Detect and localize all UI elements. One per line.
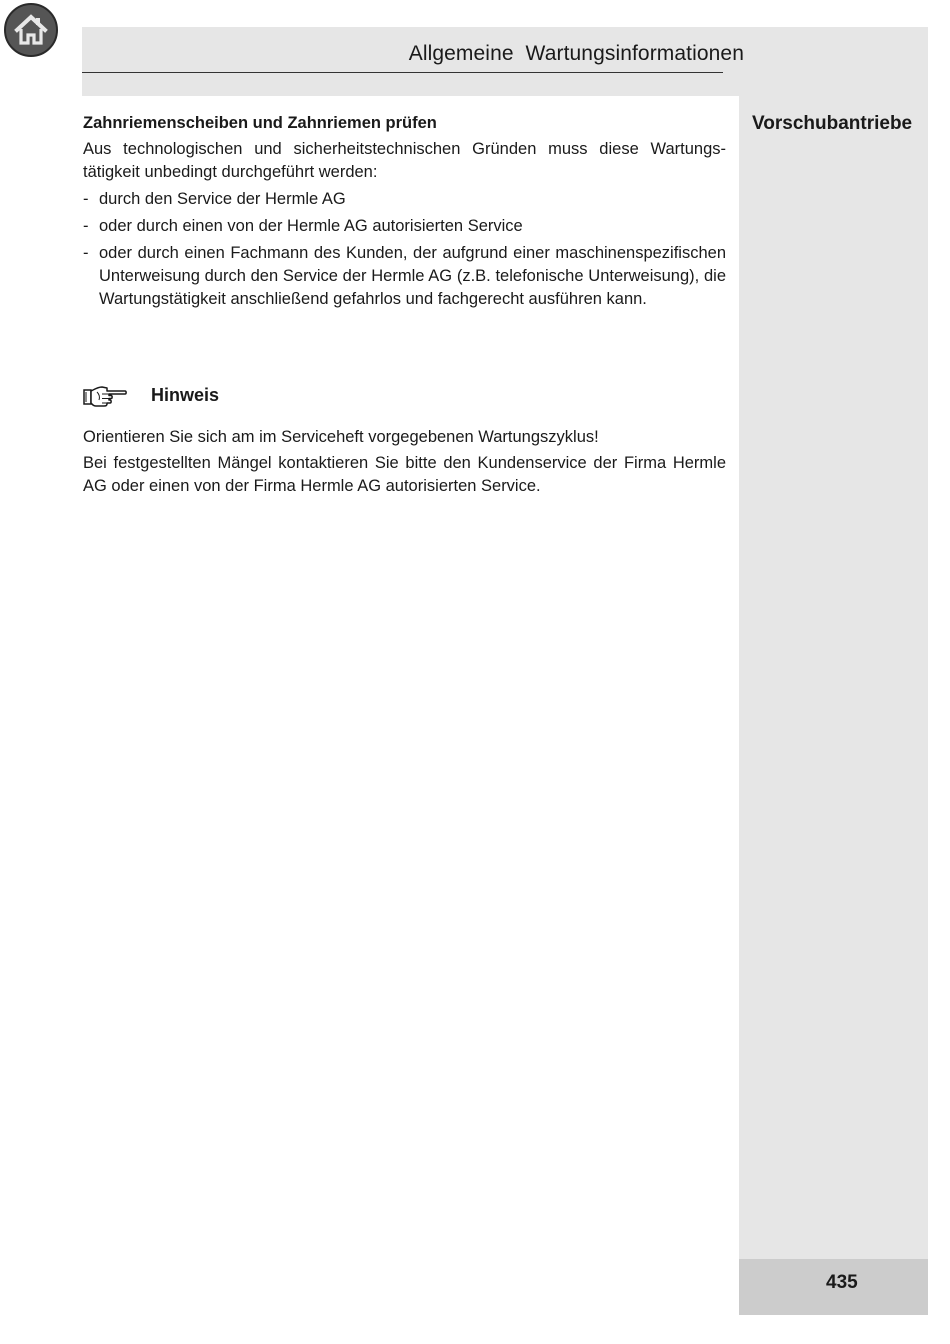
note-title: Hinweis bbox=[151, 384, 220, 405]
sidebar bbox=[739, 96, 928, 1315]
note-block bbox=[83, 380, 726, 501]
pointing-hand-icon bbox=[83, 382, 127, 408]
list-item-text: oder durch einen von der Hermle AG autorisierten Service bbox=[99, 217, 523, 235]
section-intro: Aus technologischen und sicherheitstechnischen Gründen muss diese Wartungs-tätigkeit unbedingt durchgeführt werden: bbox=[83, 140, 726, 181]
list-item bbox=[83, 215, 726, 238]
list-item bbox=[83, 188, 726, 211]
list-item-text: durch den Service der Hermle AG bbox=[99, 190, 346, 208]
note-line: Orientieren Sie sich am im Serviceheft vorgegebenen Wartungszyklus! bbox=[83, 428, 599, 446]
list-item bbox=[83, 242, 726, 311]
note-body bbox=[83, 426, 726, 498]
home-button[interactable] bbox=[4, 3, 58, 57]
list-marker: - bbox=[83, 190, 89, 208]
list-marker: - bbox=[83, 217, 89, 235]
note-header bbox=[83, 380, 726, 410]
page-number: 435 bbox=[826, 1272, 858, 1293]
bullet-list bbox=[83, 188, 726, 311]
list-marker: - bbox=[83, 244, 89, 262]
note-line: Bei festgestellten Mängel kontaktieren Sie bitte den Kundenservice der Firma Hermle AG oder einen von der Firma Hermle AG autorisierten Service. bbox=[83, 454, 726, 495]
main-content bbox=[83, 113, 726, 315]
section-heading: Zahnriemenscheiben und Zahnriemen prüfen bbox=[83, 114, 437, 132]
page-title: Allgemeine Wartungsinformationen bbox=[408, 42, 744, 65]
home-icon bbox=[13, 13, 49, 47]
header-divider bbox=[82, 72, 723, 73]
chapter-heading: Vorschubantriebe bbox=[752, 113, 913, 134]
list-item-text: oder durch einen Fachmann des Kunden, der aufgrund einer maschinenspezifischen Unterweisung durch den Service der Hermle AG (z.B. telefonische Unterweisung), die Wartungstätigkeit anschließend gefahrlos und fachgerecht ausführen kann. bbox=[99, 244, 726, 308]
